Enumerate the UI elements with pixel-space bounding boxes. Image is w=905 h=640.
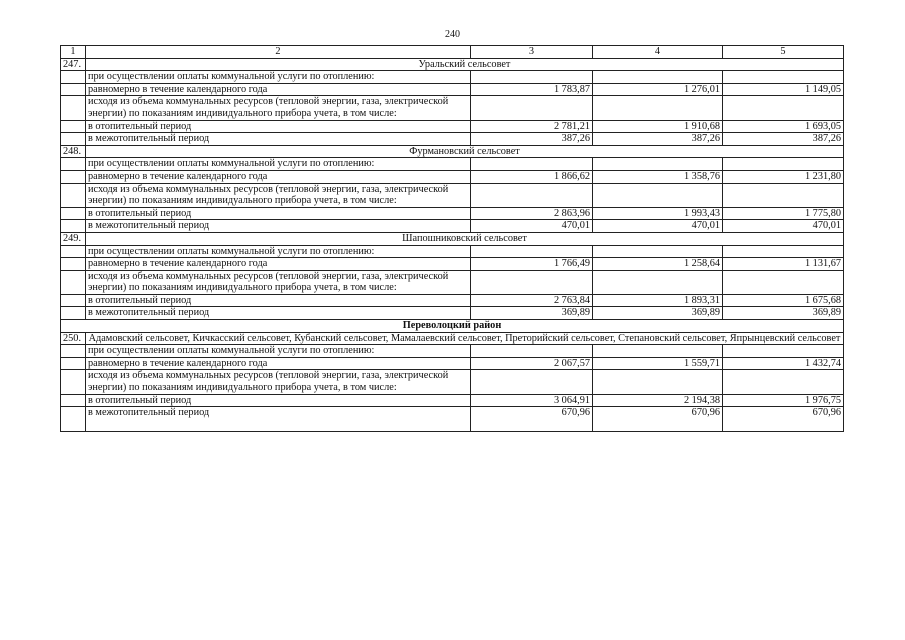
column-number-row — [61, 46, 844, 59]
row-label: в отопительный период — [86, 394, 471, 407]
value-cell: 1 993,43 — [593, 207, 723, 220]
value-cell: 1 893,31 — [593, 294, 723, 307]
value-cell: 387,26 — [593, 133, 723, 146]
table-row — [61, 133, 844, 146]
column-number: 2 — [86, 46, 471, 59]
row-label: в отопительный период — [86, 120, 471, 133]
row-label: при осуществлении оплаты коммунальной услуги по отоплению: — [86, 245, 471, 258]
row-label: в межотопительный период — [86, 220, 471, 233]
value-cell: 670,96 — [723, 407, 844, 432]
value-cell: 1 775,80 — [723, 207, 844, 220]
row-label: равномерно в течение календарного года — [86, 258, 471, 271]
value-cell: 2 067,57 — [471, 357, 593, 370]
table-row — [61, 307, 844, 320]
value-cell: 470,01 — [723, 220, 844, 233]
value-cell: 2 763,84 — [471, 294, 593, 307]
row-number: 249. — [61, 232, 86, 245]
value-cell: 369,89 — [723, 307, 844, 320]
row-label: равномерно в течение календарного года — [86, 170, 471, 183]
table-row — [61, 357, 844, 370]
table-row — [61, 294, 844, 307]
value-cell: 1 783,87 — [471, 83, 593, 96]
row-label: в отопительный период — [86, 294, 471, 307]
column-number: 3 — [471, 46, 593, 59]
value-cell: 387,26 — [723, 133, 844, 146]
value-cell: 1 258,64 — [593, 258, 723, 271]
column-number: 4 — [593, 46, 723, 59]
row-label: исходя из объема коммунальных ресурсов (тепловой энергии, газа, электрической энергии) по показаниям индивидуального прибора учета, в том числе: — [86, 270, 471, 294]
settlement-title: Адамовский сельсовет, Кичкасский сельсовет, Кубанский сельсовет, Мамалаевский сельсовет, Преторийский сельсовет, Степановский сельсовет, Япрынцевский сельсовет — [86, 332, 844, 345]
row-number: 247. — [61, 58, 86, 71]
value-cell: 1 131,67 — [723, 258, 844, 271]
row-number: 250. — [61, 332, 86, 345]
table-row — [61, 120, 844, 133]
settlement-title: Фурмановский сельсовет — [86, 145, 844, 158]
table-row — [61, 220, 844, 233]
value-cell: 1 149,05 — [723, 83, 844, 96]
column-number: 1 — [61, 46, 86, 59]
table-row — [61, 170, 844, 183]
value-cell: 1 976,75 — [723, 394, 844, 407]
value-cell: 1 910,68 — [593, 120, 723, 133]
table-row — [61, 71, 844, 84]
table-row — [61, 345, 844, 358]
row-label: при осуществлении оплаты коммунальной услуги по отоплению: — [86, 345, 471, 358]
section-title-row — [61, 145, 844, 158]
row-label: исходя из объема коммунальных ресурсов (тепловой энергии, газа, электрической энергии) по показаниям индивидуального прибора учета, в том числе: — [86, 183, 471, 207]
value-cell: 470,01 — [471, 220, 593, 233]
table-row — [61, 394, 844, 407]
value-cell: 369,89 — [593, 307, 723, 320]
table-row — [61, 207, 844, 220]
value-cell: 2 781,21 — [471, 120, 593, 133]
value-cell: 1 276,01 — [593, 83, 723, 96]
settlement-title: Уральский сельсовет — [86, 58, 844, 71]
value-cell: 470,01 — [593, 220, 723, 233]
value-cell: 1 559,71 — [593, 357, 723, 370]
section-title-row — [61, 332, 844, 345]
value-cell: 387,26 — [471, 133, 593, 146]
row-label: исходя из объема коммунальных ресурсов (тепловой энергии, газа, электрической энергии) по показаниям индивидуального прибора учета, в том числе: — [86, 370, 471, 394]
value-cell: 670,96 — [593, 407, 723, 432]
table-row — [61, 270, 844, 294]
table-row — [61, 96, 844, 120]
value-cell: 3 064,91 — [471, 394, 593, 407]
table-row — [61, 370, 844, 394]
settlement-title: Шапошниковский сельсовет — [86, 232, 844, 245]
value-cell: 369,89 — [471, 307, 593, 320]
value-cell: 1 766,49 — [471, 258, 593, 271]
row-label: в отопительный период — [86, 207, 471, 220]
column-number: 5 — [723, 46, 844, 59]
row-label: равномерно в течение календарного года — [86, 83, 471, 96]
row-label: в межотопительный период — [86, 133, 471, 146]
section-title-row — [61, 232, 844, 245]
value-cell: 2 194,38 — [593, 394, 723, 407]
table-row — [61, 83, 844, 96]
value-cell: 1 432,74 — [723, 357, 844, 370]
value-cell: 670,96 — [471, 407, 593, 432]
row-label: при осуществлении оплаты коммунальной услуги по отоплению: — [86, 158, 471, 171]
table-row — [61, 183, 844, 207]
value-cell: 1 358,76 — [593, 170, 723, 183]
district-row — [61, 320, 844, 333]
value-cell: 1 693,05 — [723, 120, 844, 133]
value-cell: 1 675,68 — [723, 294, 844, 307]
section-title-row — [61, 58, 844, 71]
table-row — [61, 245, 844, 258]
row-label: исходя из объема коммунальных ресурсов (тепловой энергии, газа, электрической энергии) по показаниям индивидуального прибора учета, в том числе: — [86, 96, 471, 120]
row-label: в межотопительный период — [86, 407, 471, 432]
district-title: Переволоцкий район — [61, 320, 844, 333]
row-label: при осуществлении оплаты коммунальной услуги по отоплению: — [86, 71, 471, 84]
tariff-table — [60, 45, 844, 432]
page-number: 240 — [445, 29, 460, 40]
value-cell: 2 863,96 — [471, 207, 593, 220]
row-label: равномерно в течение календарного года — [86, 357, 471, 370]
row-number: 248. — [61, 145, 86, 158]
table-row — [61, 258, 844, 271]
row-label: в межотопительный период — [86, 307, 471, 320]
value-cell: 1 231,80 — [723, 170, 844, 183]
value-cell: 1 866,62 — [471, 170, 593, 183]
table-row — [61, 158, 844, 171]
table-row — [61, 407, 844, 432]
